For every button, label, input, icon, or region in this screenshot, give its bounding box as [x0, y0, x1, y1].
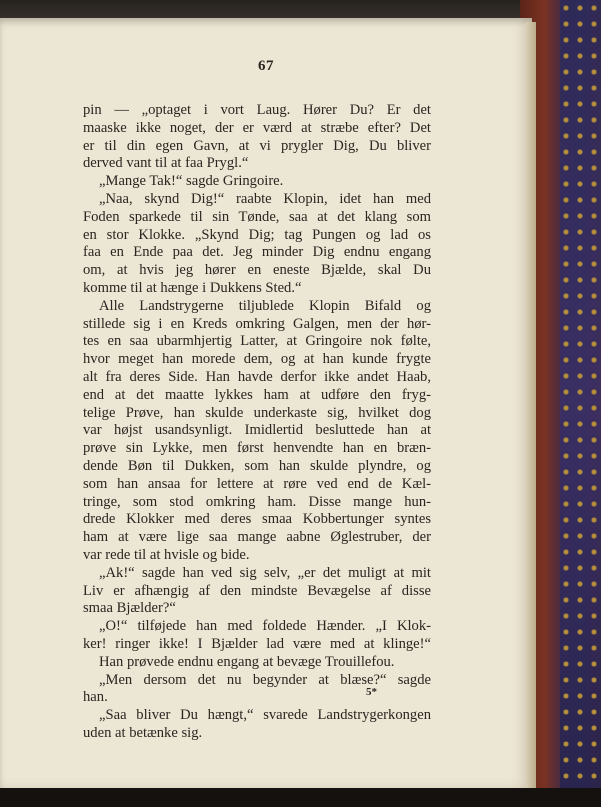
text-line: „Ak!“ sagde han ved sig selv, „er det muligt at mit — [99, 564, 431, 581]
text-line: Alle Landstrygerne tiljublede Klopin Bifald og — [99, 297, 431, 314]
text-line: pin — „optaget i vort Laug. Hører Du? Er det — [83, 102, 431, 118]
text-line: en stor Klokke. „Skynd Dig; tag Pungen og lad os — [83, 226, 431, 243]
text-line: ham at være lige saa mange aabne Øglestruber, der — [83, 529, 431, 546]
text-line: telige Prøve, han skulde underkaste sig, hvilket dog — [83, 404, 431, 421]
text-line: som han ansaa for lettere at røre ved end de Kæl- — [83, 475, 431, 492]
text-line: uden at betænke sig. — [83, 724, 203, 741]
text-line: han. — [83, 689, 108, 706]
page-number: 67 — [258, 58, 274, 74]
text-line: drede Klokker med deres smaa Kobbertunger syntes — [83, 511, 431, 528]
text-line: faa en Ende paa det. Jeg minder Dig endnu engang — [83, 244, 431, 261]
text-line: om, at hvis jeg hører en eneste Bjælde, skal Du — [83, 262, 431, 279]
text-line: komme til at hænge i Dukkens Sted.“ — [83, 279, 302, 296]
text-line: maaske ikke noget, der er værd at stræbe efter? Det — [83, 119, 431, 136]
text-line: Han prøvede endnu engang at bevæge Trouillefou. — [99, 653, 395, 670]
text-line: hvor meget han morede dem, og at han kunde frygte — [83, 351, 431, 368]
text-line: end at det maatte lykkes ham at udføre den fryg- — [83, 386, 431, 403]
body-text — [83, 102, 431, 743]
text-line: prøve sin Lykke, men først henvendte han en bræn- — [83, 440, 431, 457]
text-line: „Saa bliver Du hængt,“ svarede Landstrygerkongen — [99, 707, 431, 724]
printer-signature-mark: 5* — [366, 686, 377, 698]
text-line: Foden sparkede til sin Tønde, saa at det klang som — [83, 208, 431, 225]
text-line: var højst usandsynligt. Imidlertid besluttede han at — [83, 422, 431, 439]
page-edge — [526, 22, 536, 788]
book-bottom-edge — [0, 788, 601, 807]
text-line: var rede til at hvisle og bide. — [83, 546, 250, 563]
text-line: tes en saa ubarmhjertig Latter, at Gringoire nok følte, — [83, 333, 431, 350]
text-line: er til din egen Gavn, at vi prygler Dig, Du bliver — [83, 137, 431, 154]
text-line: stillede sig i en Kreds omkring Galgen, men der hør- — [83, 315, 431, 332]
text-line: dende Bøn til Dukken, som han skulde plyndre, og — [83, 457, 431, 474]
text-line: derved vant til at faa Prygl.“ — [83, 155, 249, 172]
text-line: tringe, som stod omkring ham. Disse mange hun- — [83, 493, 431, 510]
text-line: „Mange Tak!“ sagde Gringoire. — [99, 173, 284, 190]
text-line: smaa Bjælder?“ — [83, 600, 176, 617]
text-line: „O!“ tilføjede han med foldede Hænder. „I Klok- — [99, 618, 431, 635]
text-line: „Men dersom det nu begynder at blæse?“ sagde — [99, 671, 431, 688]
text-line: „Naa, skynd Dig!“ raabte Klopin, idet han med — [99, 190, 431, 207]
text-line: Liv er afhængig af den mindste Bevægelse af disse — [83, 582, 431, 599]
marbled-cover-pattern — [560, 0, 601, 807]
text-line: alt fra deres Side. Han havde derfor ikke andet Haab, — [83, 368, 431, 385]
text-line: ker! ringer ikke! I Bjælder lad være med at klinge!“ — [83, 635, 431, 652]
